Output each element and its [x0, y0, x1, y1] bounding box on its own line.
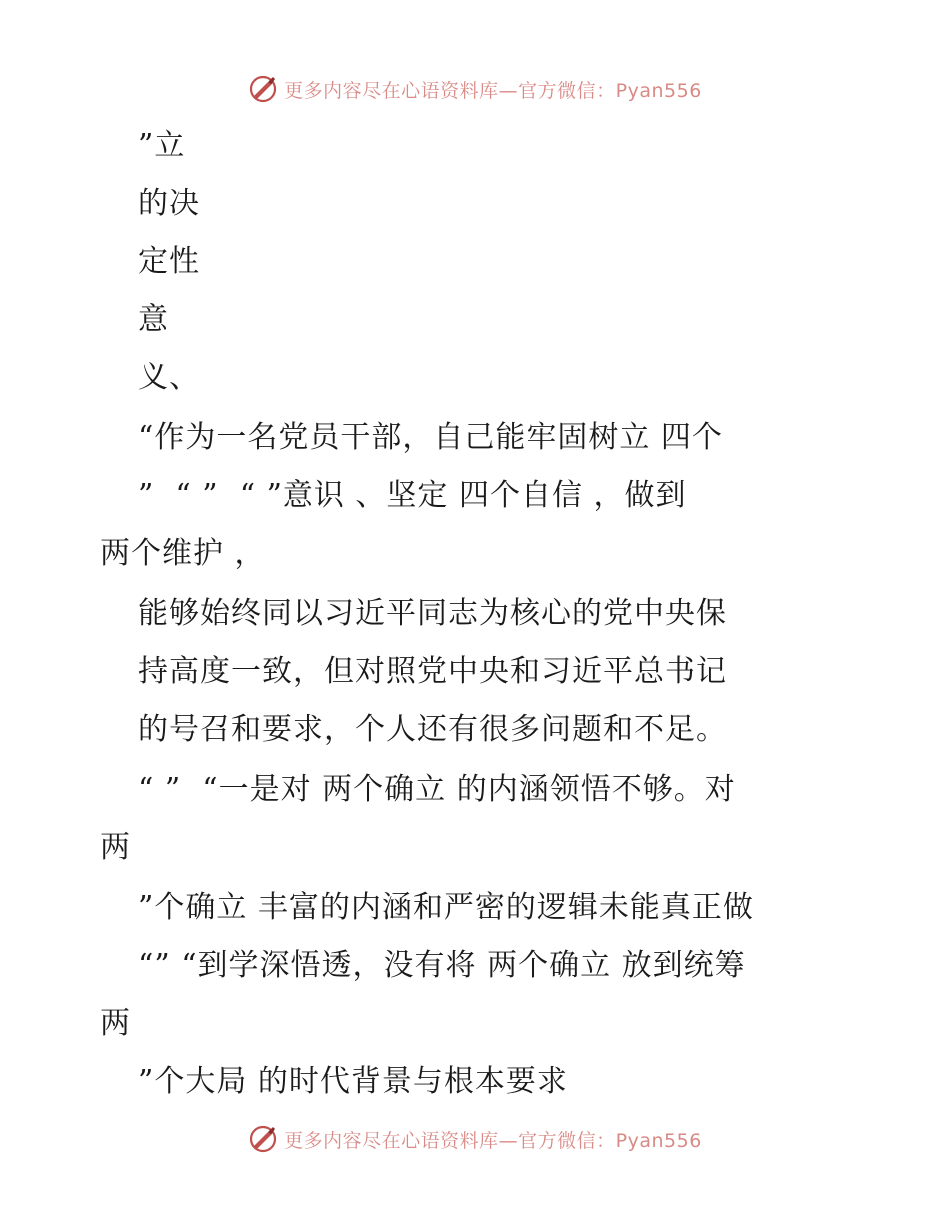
text-line: 的决 — [138, 186, 200, 221]
text-line: 义、 — [138, 360, 200, 395]
header-watermark — [0, 74, 950, 104]
text-line: 两 — [100, 1006, 131, 1041]
text-line: “ ” “一是对 两个确立 的内涵领悟不够。对 — [138, 772, 736, 807]
text-line: 能够始终同以习近平同志为核心的党中央保 — [138, 596, 727, 631]
text-line: “作为一名党员干部，自己能牢固树立 四个 — [138, 420, 723, 455]
text-line: ” “ ” “ ”意识 、坚定 四个自信 ，做到 — [138, 478, 687, 513]
text-line: 定性 — [138, 244, 200, 279]
text-line: 持高度一致，但对照党中央和习近平总书记 — [138, 654, 727, 689]
text-line: ”个大局 的时代背景与根本要求 — [138, 1064, 568, 1099]
text-line: 两个维护 ， — [100, 536, 266, 571]
text-line: 两 — [100, 830, 131, 865]
footer-watermark — [0, 1124, 950, 1154]
text-line: 的号召和要求，个人还有很多问题和不足。 — [138, 712, 727, 747]
text-line: “” “到学深悟透，没有将 两个确立 放到统筹 — [138, 948, 746, 983]
watermark-text: 更多内容尽在心语资料库—官方微信：Pyan556 — [284, 79, 702, 102]
watermark-text: 更多内容尽在心语资料库—官方微信：Pyan556 — [284, 1129, 702, 1152]
pen-logo-icon — [248, 74, 278, 104]
text-line: ”个确立 丰富的内涵和严密的逻辑未能真正做 — [138, 890, 754, 925]
text-line: ”立 — [138, 128, 186, 163]
pen-logo-icon — [248, 1124, 278, 1154]
text-line: 意 — [138, 302, 169, 337]
